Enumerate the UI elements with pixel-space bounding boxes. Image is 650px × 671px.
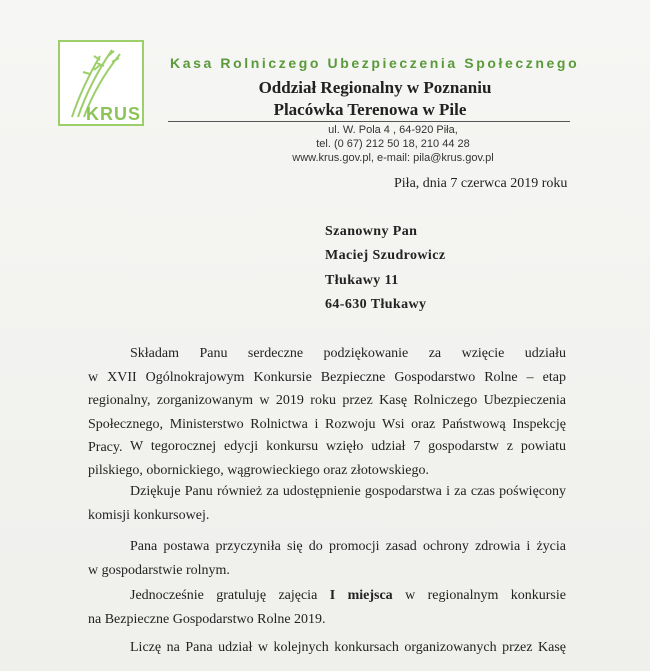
text-line: w gospodarstwie rolnym. (88, 562, 230, 578)
recipient-name: Maciej Szudrowicz (325, 248, 446, 263)
text-line: Składam Panu serdeczne podziękowanie za wzięcie udziału (130, 346, 566, 361)
paragraph-congratulations (88, 584, 566, 631)
letter-date: Piła, dnia 7 czerwca 2019 roku (394, 176, 568, 191)
text-line: regionalny, zorganizowanym w 2019 roku przez Kasę Rolniczego Ubezpieczenia (88, 393, 566, 408)
paragraph-hosting (88, 480, 566, 527)
congrats-text: Jednocześnie gratuluję zajęcia (130, 588, 330, 603)
header-divider (168, 121, 570, 122)
logo-text: KRUS (86, 104, 142, 124)
department-name: Oddział Regionalny w Poznaniu (258, 78, 492, 97)
text-line: komisji konkursowej. (88, 507, 210, 523)
organization-name: Kasa Rolniczego Ubezpieczenia Społecznego (170, 55, 580, 71)
text-line: Pana postawa przyczyniła się do promocji zasad ochrony zdrowia i życia (130, 539, 566, 554)
paragraph-attitude (88, 535, 566, 582)
branch-name: Placówka Terenowa w Pile (273, 100, 467, 119)
contact-address: ul. W. Pola 4 , 64-920 Piła, (328, 124, 458, 136)
text-line (88, 584, 566, 608)
text-line: pilskiego, obornickiego, wągrowieckiego oraz złotowskiego. (88, 462, 429, 478)
paragraph-future (88, 636, 566, 660)
first-place-award: I miejsca (329, 588, 393, 603)
contact-phone: tel. (0 67) 212 50 18, 210 44 28 (316, 138, 470, 150)
recipient-salutation: Szanowny Pan (325, 224, 418, 239)
congrats-text-end: w regionalnym konkursie (392, 588, 566, 603)
recipient-city: 64-630 Tłukawy (325, 297, 427, 312)
text-line: Liczę na Pana udział w kolejnych konkursach organizowanych przez Kasę (130, 640, 566, 655)
text-line: Społecznego, Ministerstwo Rolnictwa i Rozwoju Wsi oraz Państwową Inspekcję Pracy. (88, 416, 566, 455)
text-line: Dziękuje Panu również za udostępnienie gospodarstwa i za czas poświęcony (130, 484, 566, 499)
contact-web-email: www.krus.gov.pl, e-mail: pila@krus.gov.pl (292, 152, 494, 164)
text-line: w XVII Ogólnokrajowym Konkursie Bezpieczne Gospodarstwo Rolne – etap (88, 369, 566, 385)
text-line: na Bezpieczne Gospodarstwo Rolne 2019. (88, 611, 326, 627)
paragraph-participants (88, 435, 566, 482)
recipient-street: Tłukawy 11 (325, 273, 399, 288)
text-line: W tegorocznej edycji konkursu wzięło udział 7 gospodarstw z powiatu (130, 439, 566, 454)
